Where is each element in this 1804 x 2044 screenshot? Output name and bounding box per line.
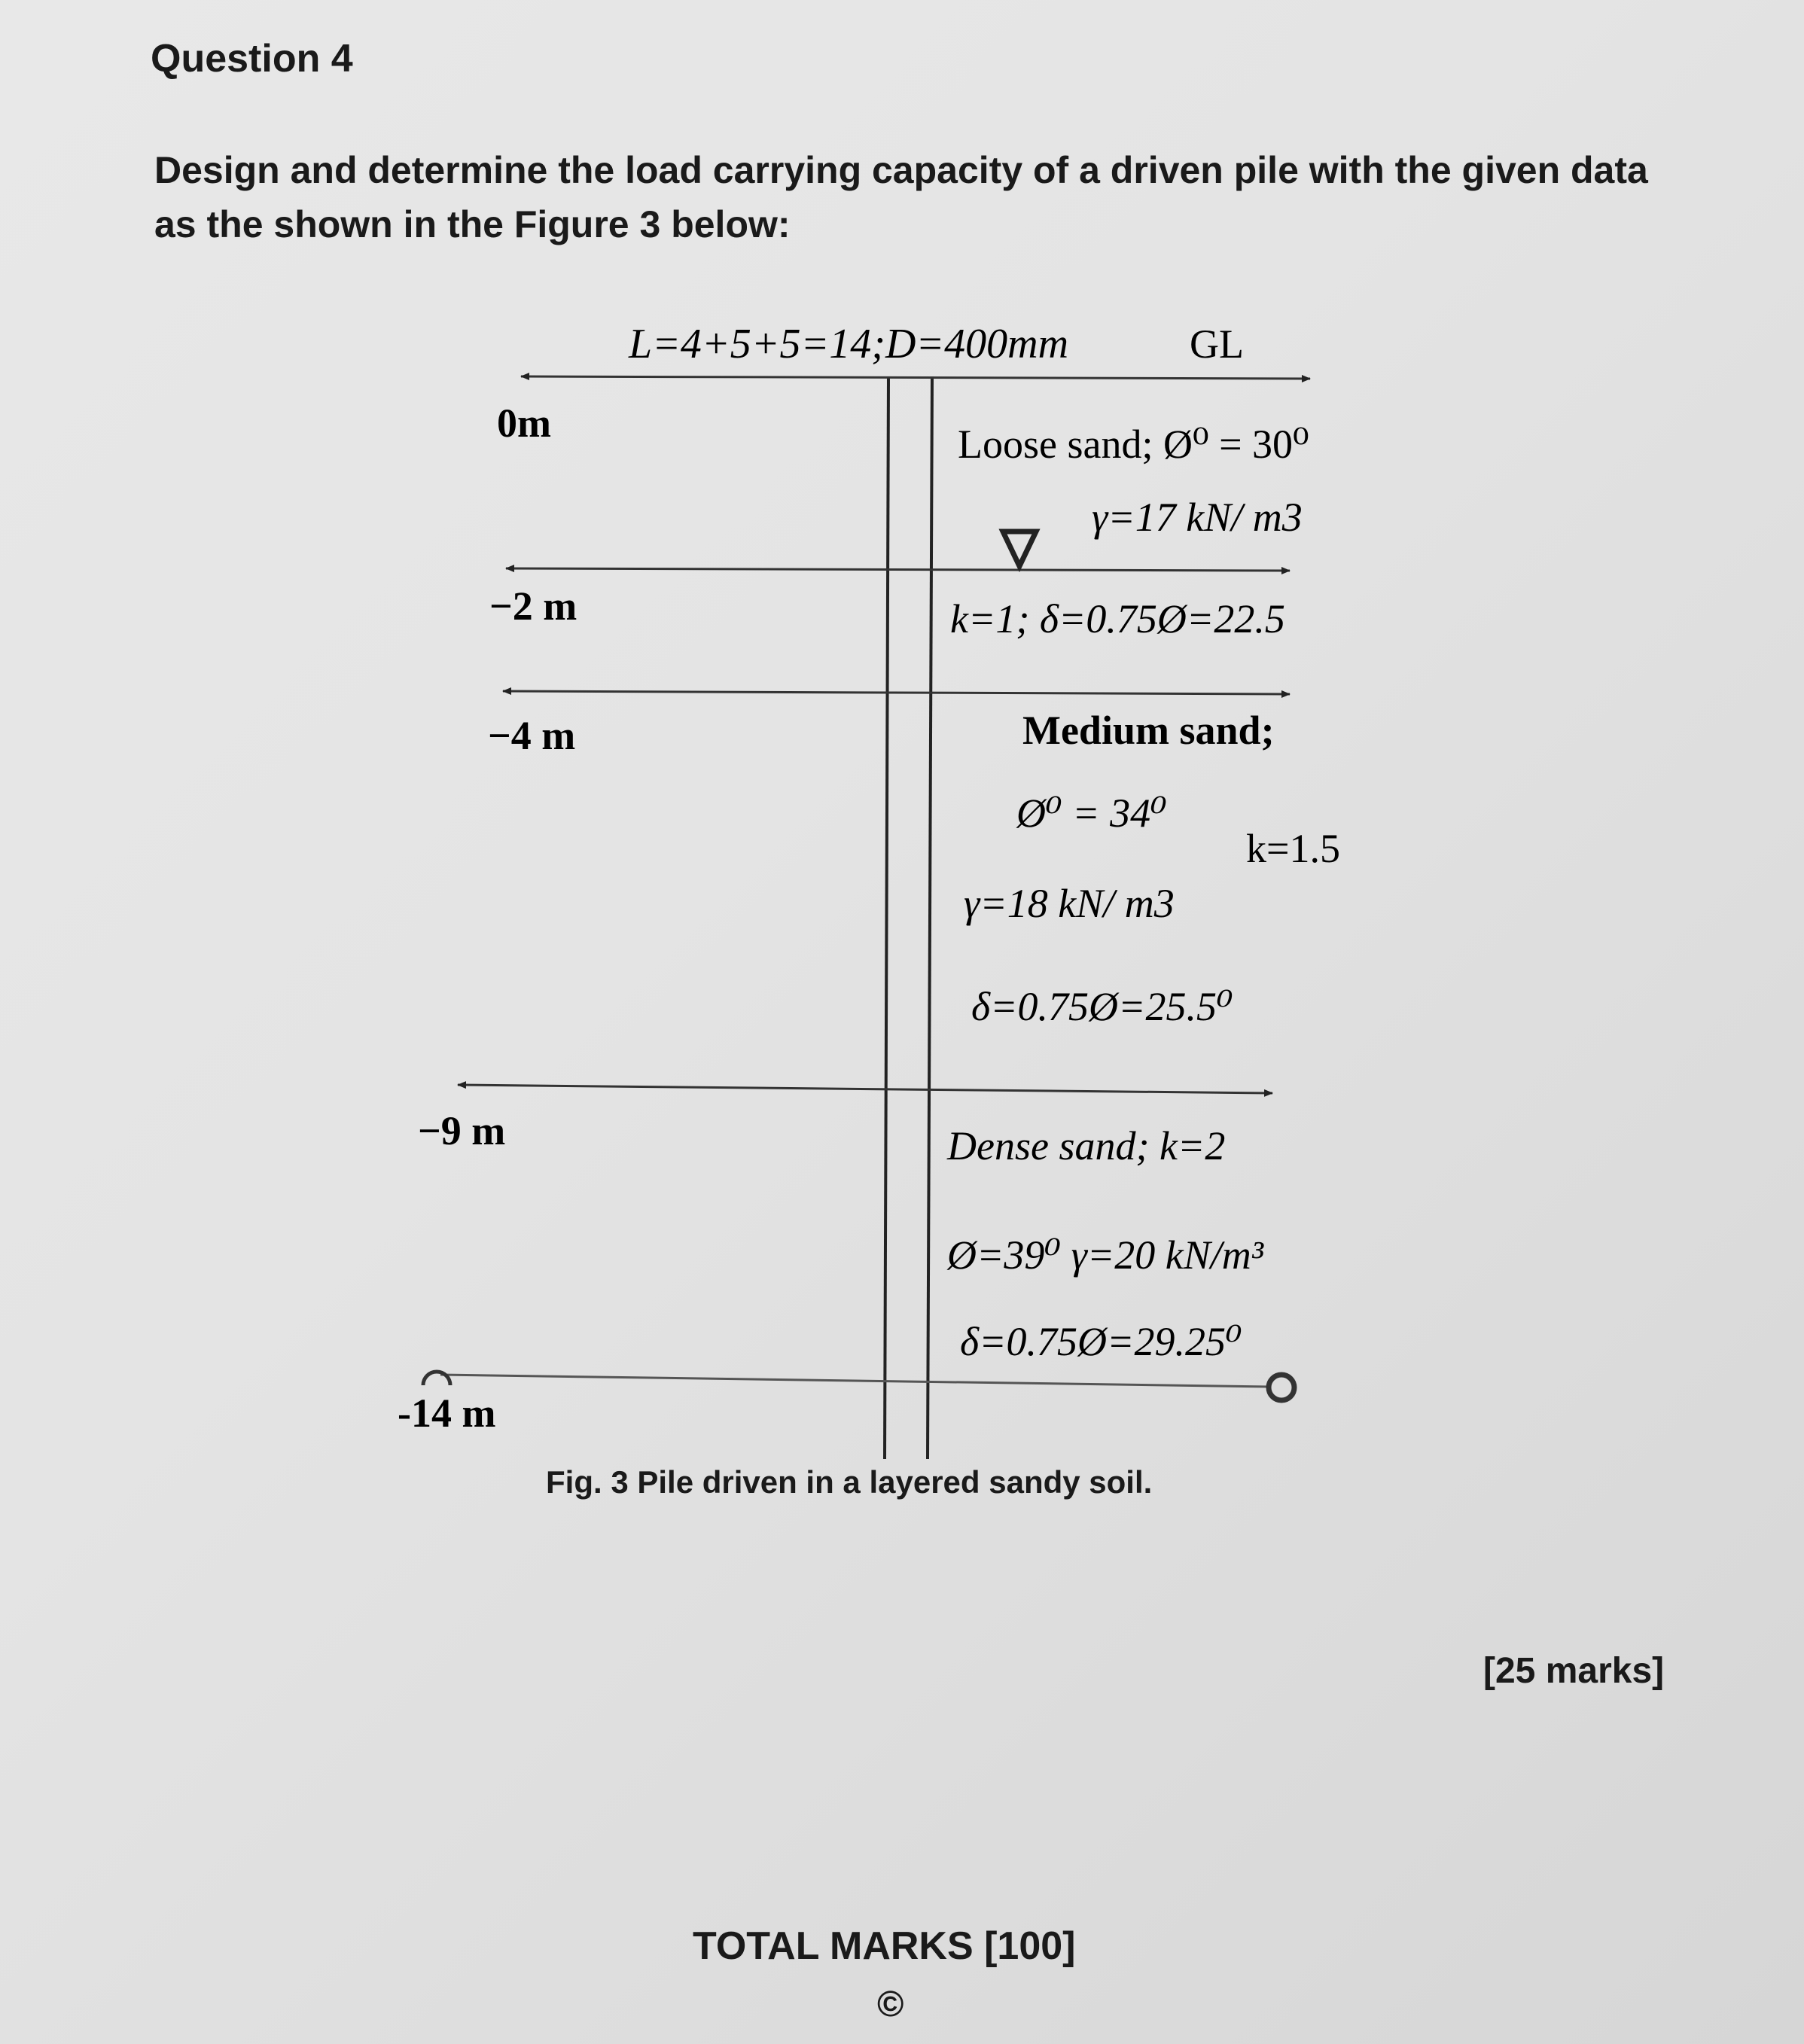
- pile-left-edge: [885, 376, 888, 1459]
- depth-0m: 0m: [497, 401, 551, 446]
- right-end-circle: [1269, 1375, 1294, 1400]
- pile-dimension-label: L=4+5+5=14;D=400mm: [629, 321, 1069, 367]
- figure-caption: Fig. 3 Pile driven in a layered sandy soil.: [546, 1464, 1153, 1500]
- depth-4m: −4 m: [488, 713, 576, 758]
- total-marks: TOTAL MARKS [100]: [693, 1924, 1076, 1968]
- depth-2m: −2 m: [489, 583, 577, 629]
- boundary-9m: [458, 1085, 1272, 1093]
- boundary-14m: [440, 1375, 1271, 1387]
- depth-14m: -14 m: [398, 1391, 496, 1436]
- left-end-hook: [423, 1372, 450, 1385]
- layer3-name-k: Dense sand; k=2: [947, 1123, 1226, 1168]
- layer1-k-delta: k=1; δ=0.75Ø=22.5: [950, 596, 1285, 641]
- question-marks: [25 marks]: [1483, 1651, 1665, 1691]
- layer3-phi-gamma: Ø=39⁰ γ=20 kN/m³: [947, 1232, 1263, 1278]
- layer3-delta: δ=0.75Ø=29.25⁰: [960, 1319, 1242, 1364]
- question-heading: Question 4: [151, 37, 353, 81]
- layer2-k: k=1.5: [1246, 826, 1340, 871]
- copyright-symbol: ©: [877, 1985, 904, 2024]
- layer2-name: Medium sand;: [1022, 708, 1275, 753]
- layer2-gamma: γ=18 kN/ m3: [964, 881, 1175, 926]
- pile-right-edge: [928, 376, 932, 1459]
- layer1-gamma: γ=17 kN/ m3: [1092, 495, 1303, 540]
- water-table-icon: [1003, 532, 1036, 566]
- depth-9m: −9 m: [418, 1108, 506, 1153]
- boundary-4m: [503, 691, 1290, 694]
- layer1-name-phi: Loose sand; Ø⁰ = 30⁰: [958, 422, 1309, 467]
- layer2-delta: δ=0.75Ø=25.5⁰: [971, 984, 1233, 1029]
- ground-level-label: GL: [1190, 321, 1244, 367]
- ground-line: [521, 376, 1310, 379]
- question-intro: Design and determine the load carrying capacity of a driven pile with the given data as the shown in the Figure 3 below:: [154, 149, 1648, 245]
- layer2-phi: Ø⁰ = 34⁰: [1016, 790, 1167, 836]
- boundary-2m: [506, 568, 1290, 571]
